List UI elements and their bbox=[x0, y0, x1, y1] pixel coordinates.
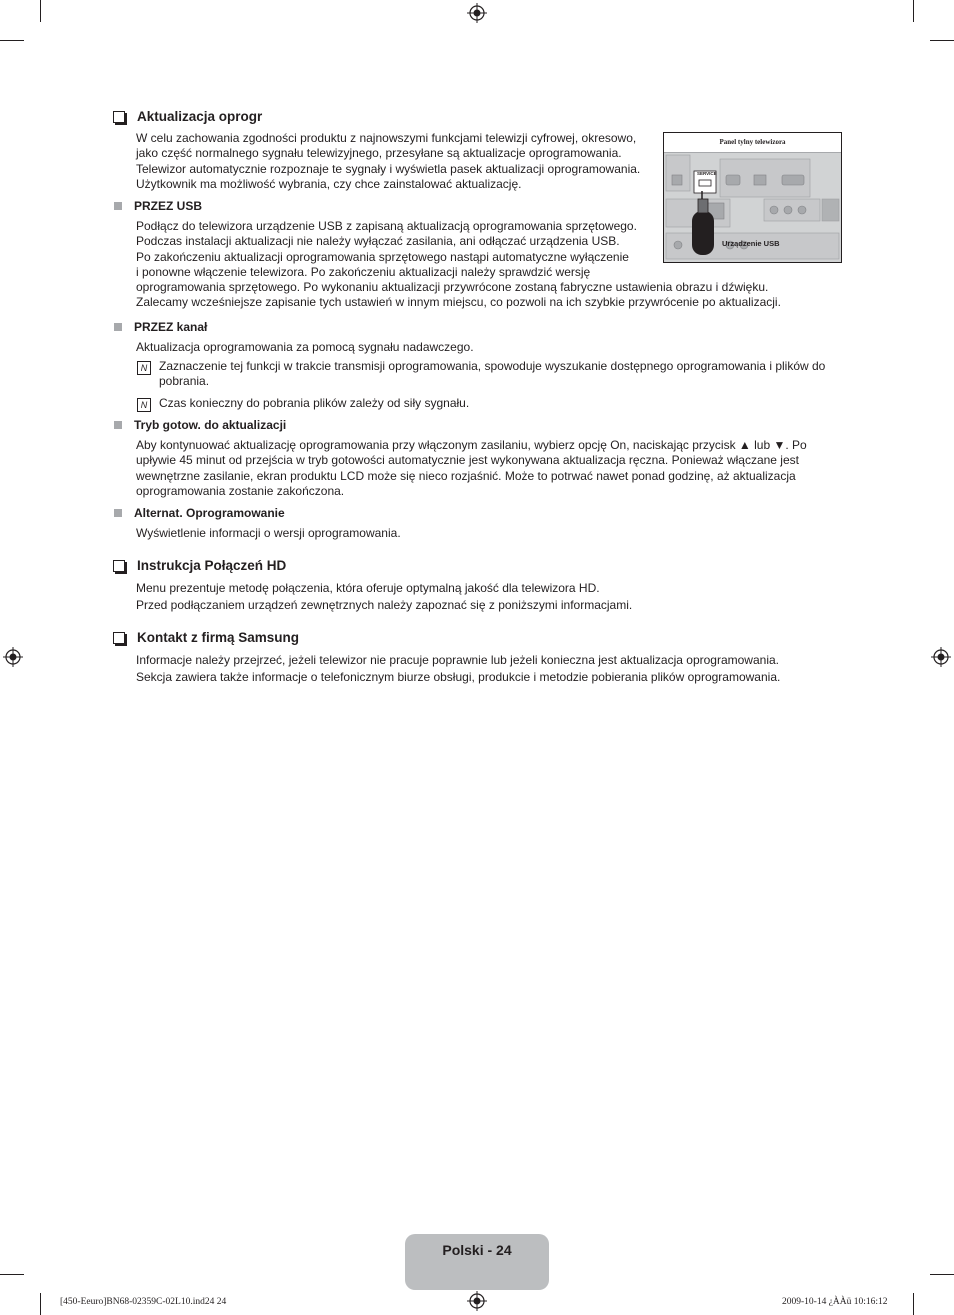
registration-mark-icon bbox=[931, 647, 951, 667]
subsection-title: Tryb gotow. do aktualizacji bbox=[134, 418, 287, 432]
subsection-title: PRZEZ kanał bbox=[134, 320, 208, 334]
text-line: Podłącz do telewizora urządzenie USB z zapisaną aktualizacją oprogramowania sprzętowego. bbox=[136, 219, 637, 233]
subsection-heading bbox=[114, 320, 207, 334]
subsection-heading bbox=[114, 506, 285, 520]
subsection-title: Alternat. Oprogramowanie bbox=[134, 506, 285, 520]
section-heading bbox=[113, 109, 262, 124]
text-line: upływie 45 minut od przejścia w tryb gotowości automatycznie jest wykonywana aktualizacja ręczna. Ponieważ włączane jest bbox=[136, 453, 799, 468]
subsection-body bbox=[136, 526, 401, 541]
note bbox=[137, 359, 825, 390]
note bbox=[137, 396, 469, 412]
checkbox-bullet-icon bbox=[113, 560, 125, 572]
crop-mark bbox=[40, 0, 41, 22]
text-line: Czas konieczny do pobrania plików zależy od siły sygnału. bbox=[159, 396, 470, 410]
page-number-tab bbox=[405, 1234, 549, 1290]
square-bullet-icon bbox=[114, 509, 122, 517]
text-line: i ponowne włączenie telewizora. Po zakończeniu aktualizacji należy sprawdzić wersję bbox=[136, 264, 591, 279]
subsection-title: PRZEZ USB bbox=[134, 199, 203, 213]
text-line: Sekcja zawiera także informacje o telefonicznym biurze obsługi, produkcie i metodzie pobierania plików oprogramowania. bbox=[136, 670, 781, 684]
registration-mark-icon bbox=[467, 1291, 487, 1311]
text-line: wewnętrzne zasilanie, ekran produktu LCD może się nieco rozjaśnić. Może to potrwać nawet ponad godzinę, aż aktualizacja bbox=[136, 468, 796, 483]
figure-title: Panel tylny telewizora bbox=[719, 138, 786, 146]
text-line: Informacje należy przejrzeć, jeżeli telewizor nie pracuje poprawnie lub jeżeli konieczna jest aktualizacja oprogramowania. bbox=[136, 653, 779, 667]
note-icon: N bbox=[137, 398, 151, 412]
section-title: Aktualizacja oprogr bbox=[137, 109, 263, 124]
note-text bbox=[159, 359, 825, 390]
square-bullet-icon bbox=[114, 323, 122, 331]
text-line: Telewizor automatycznie rozpoznaje te sygnały i wyświetla pasek aktualizacji oprogramowania. bbox=[136, 161, 641, 176]
crop-mark bbox=[40, 1293, 41, 1315]
text-line: pobrania. bbox=[159, 374, 210, 389]
subsection-heading bbox=[114, 418, 286, 432]
text-line: Zaznaczenie tej funkcji w trakcie transmisji oprogramowania, spowoduje wyszukanie dostępnego oprogramowania i plików do bbox=[159, 359, 826, 373]
subsection-body bbox=[136, 438, 807, 499]
square-bullet-icon bbox=[114, 421, 122, 429]
crop-mark bbox=[0, 1274, 24, 1275]
imprint-left: [450-Eeuro]BN68-02359C-02L10.ind24 24 bbox=[60, 1297, 227, 1307]
section-body bbox=[136, 580, 632, 614]
registration-mark-icon bbox=[467, 3, 487, 23]
section-heading bbox=[113, 558, 286, 573]
figure-caption: Urządzenie USB bbox=[722, 239, 780, 248]
crop-mark bbox=[913, 1293, 914, 1315]
crop-mark bbox=[930, 40, 954, 41]
text-line: Wyświetlenie informacji o wersji oprogramowania. bbox=[136, 526, 401, 540]
text-line: Po zakończeniu aktualizacji oprogramowania sprzętowego nastąpi automatyczne wyłączenie bbox=[136, 249, 629, 264]
subsection-heading bbox=[114, 199, 202, 213]
text-line: Zalecamy wcześniejsze zapisanie tych ustawień w innym miejscu, co pozwoli na ich szybkie przywrócenie po aktualizacji. bbox=[136, 295, 781, 310]
text-line: W celu zachowania zgodności produktu z najnowszymi funkcjami telewizji cyfrowej, okresowo, bbox=[136, 131, 637, 145]
text-line: oprogramowania sprzętowego. Po wykonaniu aktualizacji przywrócone zostaną fabryczne ustawienia obrazu i dźwięku. bbox=[136, 280, 769, 295]
checkbox-bullet-icon bbox=[113, 632, 125, 644]
note-icon: N bbox=[137, 361, 151, 375]
section-body bbox=[136, 652, 780, 686]
registration-mark-icon bbox=[3, 647, 23, 667]
note-text bbox=[159, 396, 469, 412]
square-bullet-icon bbox=[114, 202, 122, 210]
text-line: jako część normalnego sygnału telewizyjnego, przesyłane są aktualizacje oprogramowania. bbox=[136, 146, 622, 161]
text-line: Aby kontynuować aktualizację oprogramowania przy włączonym zasilaniu, wybierz opcję On, naciskając przycisk ▲ lub ▼. Po bbox=[136, 438, 807, 452]
text-line: Aktualizacja oprogramowania za pomocą sygnału nadawczego. bbox=[136, 340, 474, 354]
crop-mark bbox=[930, 1274, 954, 1275]
text-line: oprogramowania zostanie zakończona. bbox=[136, 483, 345, 498]
crop-mark bbox=[913, 0, 914, 22]
text-line: Menu prezentuje metodę połączenia, która oferuje optymalną jakość dla telewizora HD. bbox=[136, 581, 600, 595]
page-number: Polski - 24 bbox=[442, 1242, 512, 1258]
service-port-label: SERVICE bbox=[697, 171, 717, 176]
section-intro bbox=[136, 131, 640, 192]
crop-mark bbox=[0, 40, 24, 41]
subsection-body bbox=[136, 219, 781, 311]
text-line: Podczas instalacji aktualizacji nie należy wyłączać zasilania, ani odłączać urządzenia USB. bbox=[136, 234, 620, 249]
section-heading bbox=[113, 630, 299, 645]
text-line: Użytkownik ma możliwość wybrania, czy chce zainstalować aktualizację. bbox=[136, 176, 522, 191]
subsection-body bbox=[136, 340, 474, 355]
section-title: Instrukcja Połączeń HD bbox=[137, 558, 287, 573]
section-title: Kontakt z firmą Samsung bbox=[137, 630, 300, 645]
imprint-right: 2009-10-14 ¿ÀÀü 10:16:12 bbox=[782, 1297, 888, 1307]
text-line: Przed podłączaniem urządzeń zewnętrznych należy zapoznać się z poniższymi informacjami. bbox=[136, 598, 633, 612]
checkbox-bullet-icon bbox=[113, 111, 125, 123]
